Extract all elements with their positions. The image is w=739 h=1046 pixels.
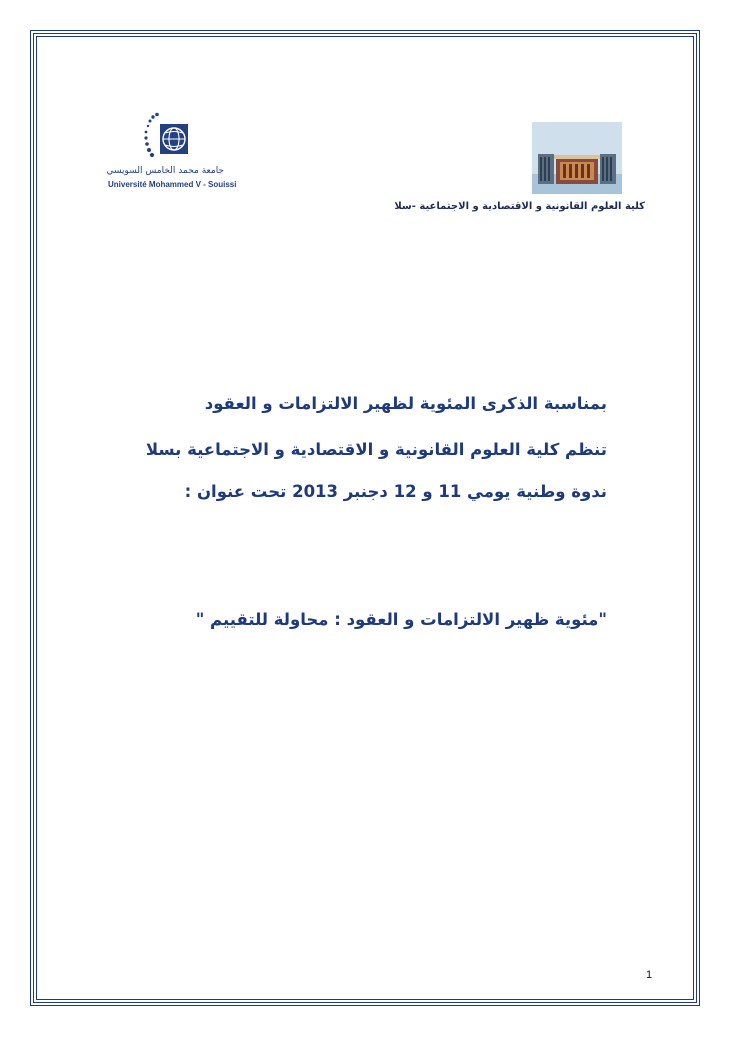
globe-logo-icon xyxy=(112,112,232,168)
faculty-logo xyxy=(532,122,622,194)
faculty-name: كلية العلوم القانونية و الاقتصادية و الاجتماعية -سلا xyxy=(394,201,645,212)
centenary-line: بمناسبة الذكرى المئوية لظهير الالتزامات و العقود xyxy=(204,394,607,413)
symposium-title: "مئوية ظهير الالتزامات و العقود : محاولة للتقييم " xyxy=(195,610,607,629)
faculty-building-icon xyxy=(532,122,622,194)
university-name-ar: جامعة محمد الخامس السويسي xyxy=(106,166,224,176)
symposium-dates-line: ندوة وطنية يومي 11 و 12 دجنبر 2013 تحت عنوان : xyxy=(184,482,607,501)
organizer-line: تنظم كلية العلوم القانونية و الاقتصادية و الاجتماعية بسلا xyxy=(145,440,607,459)
page-number: 1 xyxy=(646,969,653,981)
university-name-fr: Université Mohammed V - Souissi xyxy=(108,180,237,189)
